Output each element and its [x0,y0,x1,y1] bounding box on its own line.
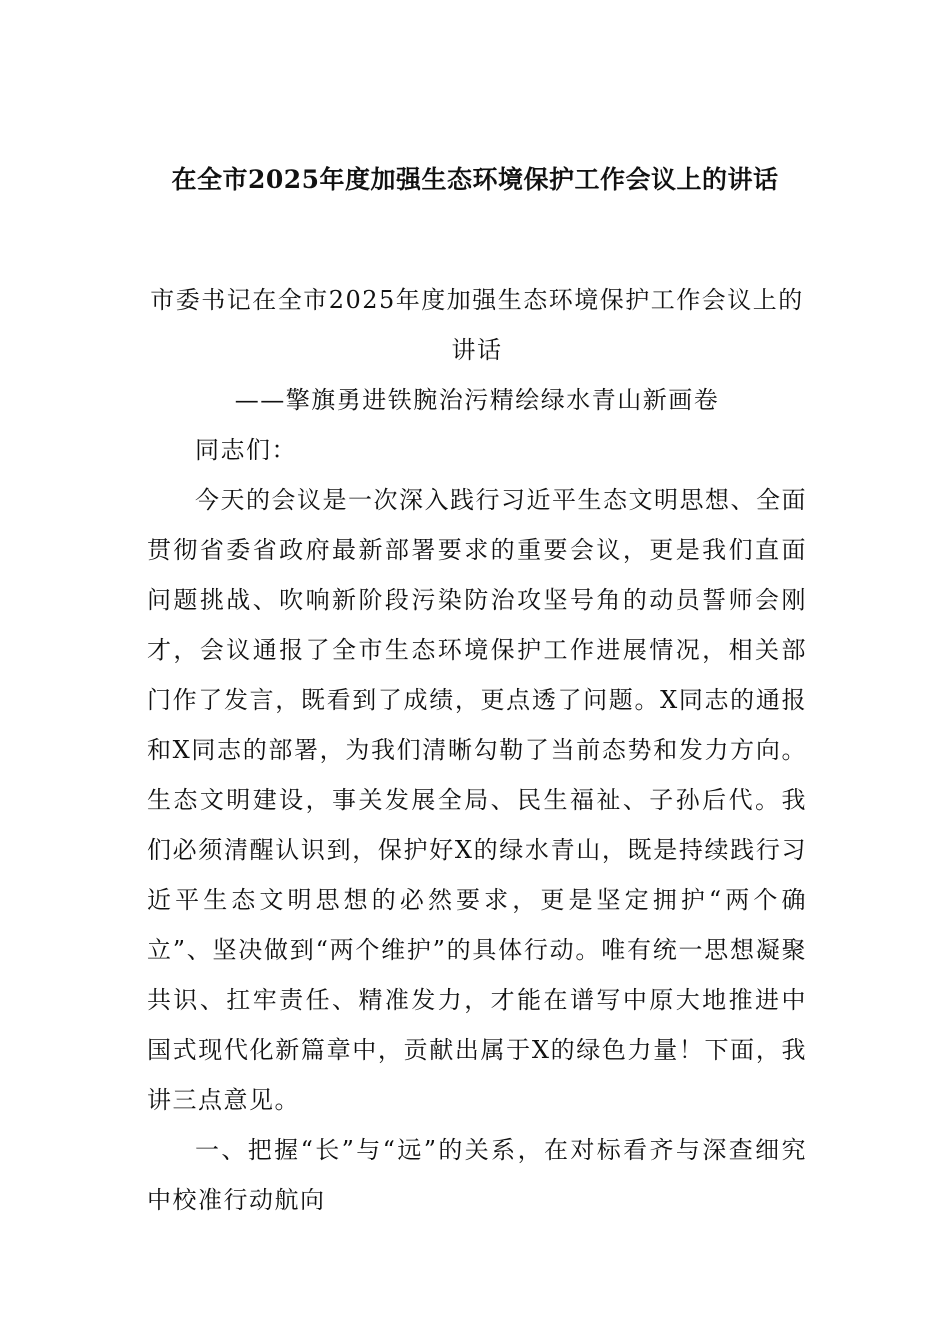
speech-subtitle-line-2: 讲话 [451,336,503,364]
speech-subtitle-line-3: ——擎旗勇进铁腕治污精绘绿水青山新画卷 [234,386,720,414]
paragraph-opening: 今天的会议是一次深入践行习近平生态文明思想、全面贯彻省委省政府最新部署要求的重要会议，更是我们直面问题挑战、吹响新阶段污染防治攻坚号角的动员誓师会刚才，会议通报了全市生态环境保护工作进展情况，相关部门作了发言，既看到了成绩，更点透了问题。X同志的通报和X同志的部署，为我们清晰勾勒了当前态势和发力方向。生态文明建设，事关发展全局、民生福祉、子孙后代。我们必须清醒认识到，保护好X的绿水青山，既是持续践行习近平生态文明思想的必然要求，更是坚定拥护“两个确立”、坚决做到“两个维护”的具体行动。唯有统一思想凝聚共识、扛牢责任、精准发力，才能在谱写中原大地推进中国式现代化新篇章中，贡献出属于X的绿色力量！下面，我讲三点意见。 [147,486,807,1114]
speech-subtitle-line-1: 市委书记在全市2025年度加强生态环境保护工作会议上的 [150,286,804,314]
document-title: 在全市2025年度加强生态环境保护工作会议上的讲话 [171,165,779,194]
salutation: 同志们： [195,436,297,464]
document-body [147,275,807,1225]
section-heading-1: 一、把握“长”与“远”的关系，在对标看齐与深查细究中校准行动航向 [147,1136,807,1214]
